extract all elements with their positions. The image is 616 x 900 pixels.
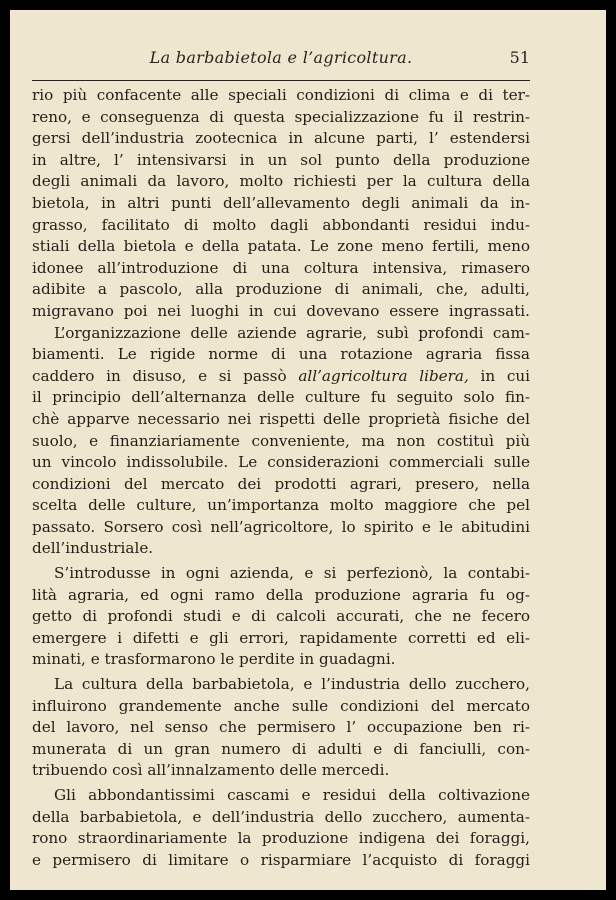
text-line: La cultura della barbabietola, e l’industria dello zucchero, [54, 675, 530, 694]
text-line: adibite a pascolo, alla produzione di animali, che, adulti, [32, 280, 530, 299]
text-line: munerata di un gran numero di adulti e di fanciulli, con- [32, 739, 530, 758]
text-line: stiali della bietola e della patata. Le zone meno fertili, meno [32, 237, 530, 256]
text-line: L’organizzazione delle aziende agrarie, subì profondi cam- [54, 323, 530, 342]
text-line: degli animali da lavoro, molto richiesti per la cultura della [32, 172, 530, 191]
text-fragment: caddero in disuso, e si passò [32, 366, 287, 385]
text-line: Gli abbondantissimi cascami e residui della coltivazione [54, 786, 530, 804]
text-line: migravano poi nei luoghi in cui dovevano essere ingrassati. [32, 301, 530, 320]
text-line: bietola, in altri punti dell’allevamento degli animali da in- [32, 193, 530, 212]
page-header [32, 40, 530, 81]
text-line: chè apparve necessario nei rispetti delle proprietà fisiche del [32, 409, 530, 428]
text-line: il principio dell’alternanza delle culture fu seguito solo fin- [32, 388, 530, 407]
text-line: lità agraria, ed ogni ramo della produzione agraria fu og- [32, 585, 530, 604]
text-line: passato. Sorsero così nell’agricoltore, lo spirito e le abitudini [32, 517, 530, 536]
body-text [32, 85, 530, 871]
text-line: in altre, l’ intensivarsi in un sol punto della produzione [32, 150, 530, 169]
text-line: gersi dell’industria zootecnica in alcune parti, l’ estendersi [32, 129, 530, 148]
text-line: S’introdusse in ogni azienda, e si perfezionò, la contabi- [54, 564, 530, 583]
page-number: 51 [509, 48, 530, 67]
text-line: minati, e trasformarono le perdite in guadagni. [32, 650, 396, 669]
running-title: La barbabietola e l’agricoltura. [149, 48, 413, 67]
text-line: suolo, e finanziariamente conveniente, ma non costituì più [32, 431, 530, 450]
book-page [10, 10, 606, 890]
text-line: del lavoro, nel senso che permisero l’ occupazione ben ri- [32, 718, 530, 737]
text-line: dell’industriale. [32, 539, 154, 558]
text-line: getto di profondi studi e di calcoli accurati, che ne fecero [32, 607, 530, 626]
text-line: biamenti. Le rigide norme di una rotazione agraria fissa [32, 345, 530, 364]
text-line: influirono grandemente anche sulle condizioni del mercato [32, 696, 530, 715]
text-line: reno, e conseguenza di questa specializzazione fu il restrin- [32, 107, 530, 126]
text-line: un vincolo indissolubile. Le considerazioni commerciali sulle [32, 453, 530, 472]
text-line: rio più confacente alle speciali condizioni di clima e di ter- [32, 86, 530, 104]
text-line: e permisero di limitare o risparmiare l’acquisto di foraggi [32, 850, 530, 869]
text-line: tribuendo così all’innalzamento delle mercedi. [32, 761, 390, 780]
text-line: scelta delle culture, un’importanza molto maggiore che pel [32, 496, 530, 515]
text-line: condizioni del mercato dei prodotti agrari, presero, nella [32, 474, 530, 493]
text-fragment: in cui [480, 366, 530, 385]
text-line: emergere i difetti e gli errori, rapidamente corretti ed eli- [32, 628, 530, 647]
text-line-with-emphasis [32, 366, 530, 388]
text-line: rono straordinariamente la produzione indigena dei foraggi, [32, 829, 530, 848]
text-line: grasso, facilitato di molto dagli abbondanti residui indu- [32, 215, 530, 234]
text-line: idonee all’introduzione di una coltura intensiva, rimasero [32, 258, 530, 277]
text-line: della barbabietola, e dell’industria dello zucchero, aumenta- [32, 807, 530, 826]
emphasis-phrase: all’agricoltura libera, [298, 366, 469, 385]
